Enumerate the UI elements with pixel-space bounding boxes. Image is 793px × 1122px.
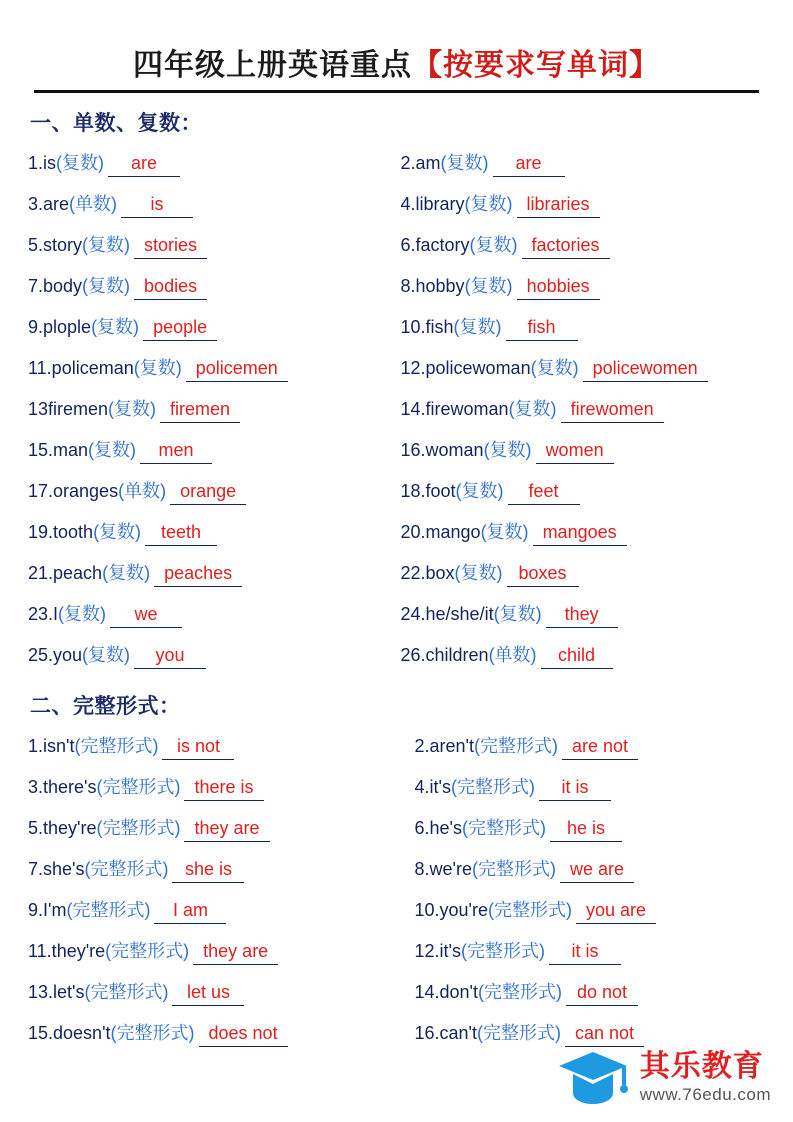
- list-item: [28, 890, 393, 931]
- item-hint: (单数): [69, 194, 118, 214]
- item-hint: (完整形式): [450, 777, 535, 797]
- list-item: [401, 808, 766, 849]
- section-heading-singular-plural: 一、单数、复数：: [30, 112, 202, 135]
- list-item: [401, 307, 766, 348]
- item-prompt: 3.there's: [28, 777, 97, 797]
- item-prompt: 6.factory: [400, 235, 470, 255]
- item-answer[interactable]: do not: [566, 980, 638, 1006]
- item-prompt: 5.they're: [28, 818, 97, 838]
- list-item: [28, 767, 393, 808]
- item-answer[interactable]: they are: [184, 816, 269, 842]
- item-answer[interactable]: child: [541, 643, 613, 669]
- list-item: [28, 635, 393, 676]
- item-answer[interactable]: we: [110, 602, 182, 628]
- list-item: [28, 389, 393, 430]
- item-answer[interactable]: firemen: [160, 397, 240, 423]
- item-answer[interactable]: hobbies: [517, 274, 600, 300]
- list-item: [28, 225, 393, 266]
- item-prompt: 24.he/she/it: [400, 604, 494, 624]
- item-prompt: 4.it's: [414, 777, 451, 797]
- item-answer[interactable]: can not: [565, 1021, 644, 1047]
- list-item: [28, 594, 393, 635]
- item-hint: (复数): [58, 604, 107, 624]
- item-hint: (完整形式): [478, 982, 562, 1002]
- site-logo: [556, 1048, 771, 1108]
- item-hint: (完整形式): [96, 777, 181, 797]
- list-item: [401, 849, 766, 890]
- item-answer[interactable]: he is: [550, 816, 622, 842]
- item-hint: (复数): [82, 235, 131, 255]
- item-answer[interactable]: feet: [508, 479, 580, 505]
- item-hint: (复数): [483, 440, 532, 460]
- item-answer[interactable]: fish: [506, 315, 578, 341]
- item-prompt: 15.man: [28, 440, 89, 460]
- item-answer[interactable]: bodies: [134, 274, 207, 300]
- item-prompt: 10.fish: [400, 317, 454, 337]
- item-prompt: 8.we're: [414, 859, 472, 879]
- item-answer[interactable]: stories: [134, 233, 207, 259]
- item-hint: (复数): [91, 317, 140, 337]
- item-hint: (完整形式): [84, 859, 169, 879]
- item-prompt: 16.can't: [414, 1023, 477, 1043]
- list-item: [401, 348, 766, 389]
- item-prompt: 7.body: [28, 276, 83, 296]
- item-prompt: 7.she's: [28, 859, 85, 879]
- list-item: [401, 512, 766, 553]
- item-hint: (复数): [530, 358, 579, 378]
- item-answer[interactable]: teeth: [145, 520, 217, 546]
- section-heading-full-forms: 二、完整形式：: [30, 695, 181, 718]
- item-hint: (复数): [493, 604, 542, 624]
- item-answer[interactable]: is: [121, 192, 193, 218]
- list-item: [28, 184, 393, 225]
- list-item: [401, 767, 766, 808]
- list-item: [28, 808, 393, 849]
- item-hint: (复数): [508, 399, 557, 419]
- item-prompt: 12.policewoman: [400, 358, 531, 378]
- item-prompt: 3.are: [28, 194, 70, 214]
- item-hint: (复数): [440, 153, 489, 173]
- item-hint: (单数): [488, 645, 537, 665]
- item-prompt: 22.box: [400, 563, 455, 583]
- item-prompt: 10.you're: [414, 900, 488, 920]
- item-hint: (复数): [464, 194, 513, 214]
- item-hint: (复数): [454, 563, 503, 583]
- section-2-items: [28, 726, 765, 1054]
- item-prompt: 25.you: [28, 645, 83, 665]
- item-answer[interactable]: mangoes: [533, 520, 627, 546]
- item-answer[interactable]: I am: [154, 898, 226, 924]
- item-answer[interactable]: firewomen: [561, 397, 664, 423]
- item-hint: (完整形式): [460, 941, 545, 961]
- item-hint: (复数): [82, 645, 131, 665]
- item-hint: (复数): [464, 276, 513, 296]
- item-answer[interactable]: are: [108, 151, 180, 177]
- item-prompt: 13firemen: [28, 399, 109, 419]
- list-item: [401, 389, 766, 430]
- list-item: [28, 553, 393, 594]
- item-prompt: 16.woman: [400, 440, 484, 460]
- item-answer[interactable]: is not: [162, 734, 234, 760]
- list-item: [28, 430, 393, 471]
- item-prompt: 1.isn't: [28, 736, 75, 756]
- item-prompt: 6.he's: [414, 818, 462, 838]
- item-answer[interactable]: boxes: [507, 561, 579, 587]
- item-prompt: 4.library: [400, 194, 465, 214]
- item-prompt: 11.policeman: [28, 358, 134, 378]
- item-prompt: 14.firewoman: [400, 399, 509, 419]
- item-prompt: 8.hobby: [400, 276, 465, 296]
- item-hint: (复数): [102, 563, 151, 583]
- item-hint: (完整形式): [473, 736, 558, 756]
- logo-url: www.76edu.com: [639, 1084, 771, 1104]
- item-hint: (复数): [108, 399, 157, 419]
- item-hint: (完整形式): [471, 859, 556, 879]
- item-prompt: 18.foot: [400, 481, 456, 501]
- list-item: [28, 726, 393, 767]
- list-item: [401, 553, 766, 594]
- item-answer[interactable]: policemen: [186, 356, 288, 382]
- list-item: [28, 307, 393, 348]
- item-hint: (复数): [453, 317, 502, 337]
- item-answer[interactable]: let us: [172, 980, 244, 1006]
- list-item: [401, 430, 766, 471]
- item-prompt: 14.don't: [414, 982, 478, 1002]
- item-hint: (完整形式): [74, 736, 159, 756]
- list-item: [401, 143, 766, 184]
- graduation-cap-icon: [556, 1048, 630, 1108]
- item-answer[interactable]: factories: [522, 233, 610, 259]
- item-prompt: 15.doesn't: [28, 1023, 111, 1043]
- list-item: [28, 266, 393, 307]
- item-hint: (完整形式): [461, 818, 546, 838]
- item-prompt: 11.they're: [28, 941, 106, 961]
- item-prompt: 26.children: [400, 645, 489, 665]
- list-item: [401, 931, 766, 972]
- list-item: [28, 348, 393, 389]
- item-answer[interactable]: policewomen: [583, 356, 708, 382]
- list-item: [28, 512, 393, 553]
- item-answer[interactable]: are: [493, 151, 565, 177]
- list-item: [401, 225, 766, 266]
- item-hint: (复数): [133, 358, 182, 378]
- list-item: [28, 972, 393, 1013]
- page-title-bracket: 【按要求写单词】: [412, 49, 660, 82]
- item-answer[interactable]: are not: [562, 734, 638, 760]
- item-hint: (复数): [82, 276, 131, 296]
- item-hint: (完整形式): [476, 1023, 561, 1043]
- item-hint: (复数): [93, 522, 142, 542]
- list-item: [401, 594, 766, 635]
- item-hint: (完整形式): [110, 1023, 195, 1043]
- list-item: [401, 184, 766, 225]
- item-answer[interactable]: there is: [184, 775, 263, 801]
- item-hint: (复数): [469, 235, 518, 255]
- item-answer[interactable]: it is: [549, 939, 621, 965]
- item-prompt: 19.tooth: [28, 522, 94, 542]
- item-prompt: 1.is: [28, 153, 57, 173]
- item-answer[interactable]: libraries: [517, 192, 600, 218]
- list-item: [401, 266, 766, 307]
- item-hint: (复数): [56, 153, 105, 173]
- item-prompt: 17.oranges: [28, 481, 119, 501]
- item-prompt: 2.am: [400, 153, 441, 173]
- list-item: [28, 471, 393, 512]
- list-item: [401, 726, 766, 767]
- item-hint: (复数): [455, 481, 504, 501]
- item-hint: (完整形式): [488, 900, 572, 920]
- item-answer[interactable]: we are: [560, 857, 634, 883]
- item-hint: (完整形式): [66, 900, 151, 920]
- list-item: [401, 890, 766, 931]
- item-answer[interactable]: she is: [172, 857, 244, 883]
- item-answer[interactable]: you are: [576, 898, 656, 924]
- item-answer[interactable]: women: [536, 438, 614, 464]
- logo-name: 其乐教育: [639, 1050, 764, 1084]
- item-answer[interactable]: men: [140, 438, 212, 464]
- item-answer[interactable]: orange: [170, 479, 246, 505]
- page-title-main: 四年级上册英语重点: [133, 49, 412, 82]
- item-hint: (完整形式): [105, 941, 190, 961]
- item-hint: (单数): [118, 481, 167, 501]
- item-answer[interactable]: peaches: [154, 561, 242, 587]
- list-item: [401, 972, 766, 1013]
- item-prompt: 21.peach: [28, 563, 103, 583]
- item-prompt: 12.it's: [414, 941, 461, 961]
- item-hint: (复数): [480, 522, 529, 542]
- list-item: [28, 1013, 393, 1054]
- item-prompt: 9.I'm: [28, 900, 67, 920]
- item-hint: (完整形式): [84, 982, 169, 1002]
- item-prompt: 20.mango: [400, 522, 481, 542]
- item-answer[interactable]: it is: [539, 775, 611, 801]
- item-hint: (复数): [88, 440, 137, 460]
- list-item: [28, 931, 393, 972]
- item-prompt: 23.I: [28, 604, 59, 624]
- list-item: [28, 143, 393, 184]
- item-answer[interactable]: people: [143, 315, 217, 341]
- logo-text: [640, 1051, 771, 1105]
- item-hint: (完整形式): [96, 818, 181, 838]
- page-title: [28, 30, 765, 93]
- item-prompt: 2.aren't: [414, 736, 474, 756]
- item-answer[interactable]: you: [134, 643, 206, 669]
- item-answer[interactable]: does not: [199, 1021, 288, 1047]
- item-answer[interactable]: they are: [193, 939, 278, 965]
- list-item: [28, 849, 393, 890]
- item-prompt: 9.plople: [28, 317, 92, 337]
- list-item: [401, 635, 766, 676]
- item-answer[interactable]: they: [546, 602, 618, 628]
- section-1-items: [28, 143, 765, 676]
- list-item: [401, 471, 766, 512]
- title-divider: [34, 90, 759, 93]
- item-prompt: 13.let's: [28, 982, 85, 1002]
- item-prompt: 5.story: [28, 235, 83, 255]
